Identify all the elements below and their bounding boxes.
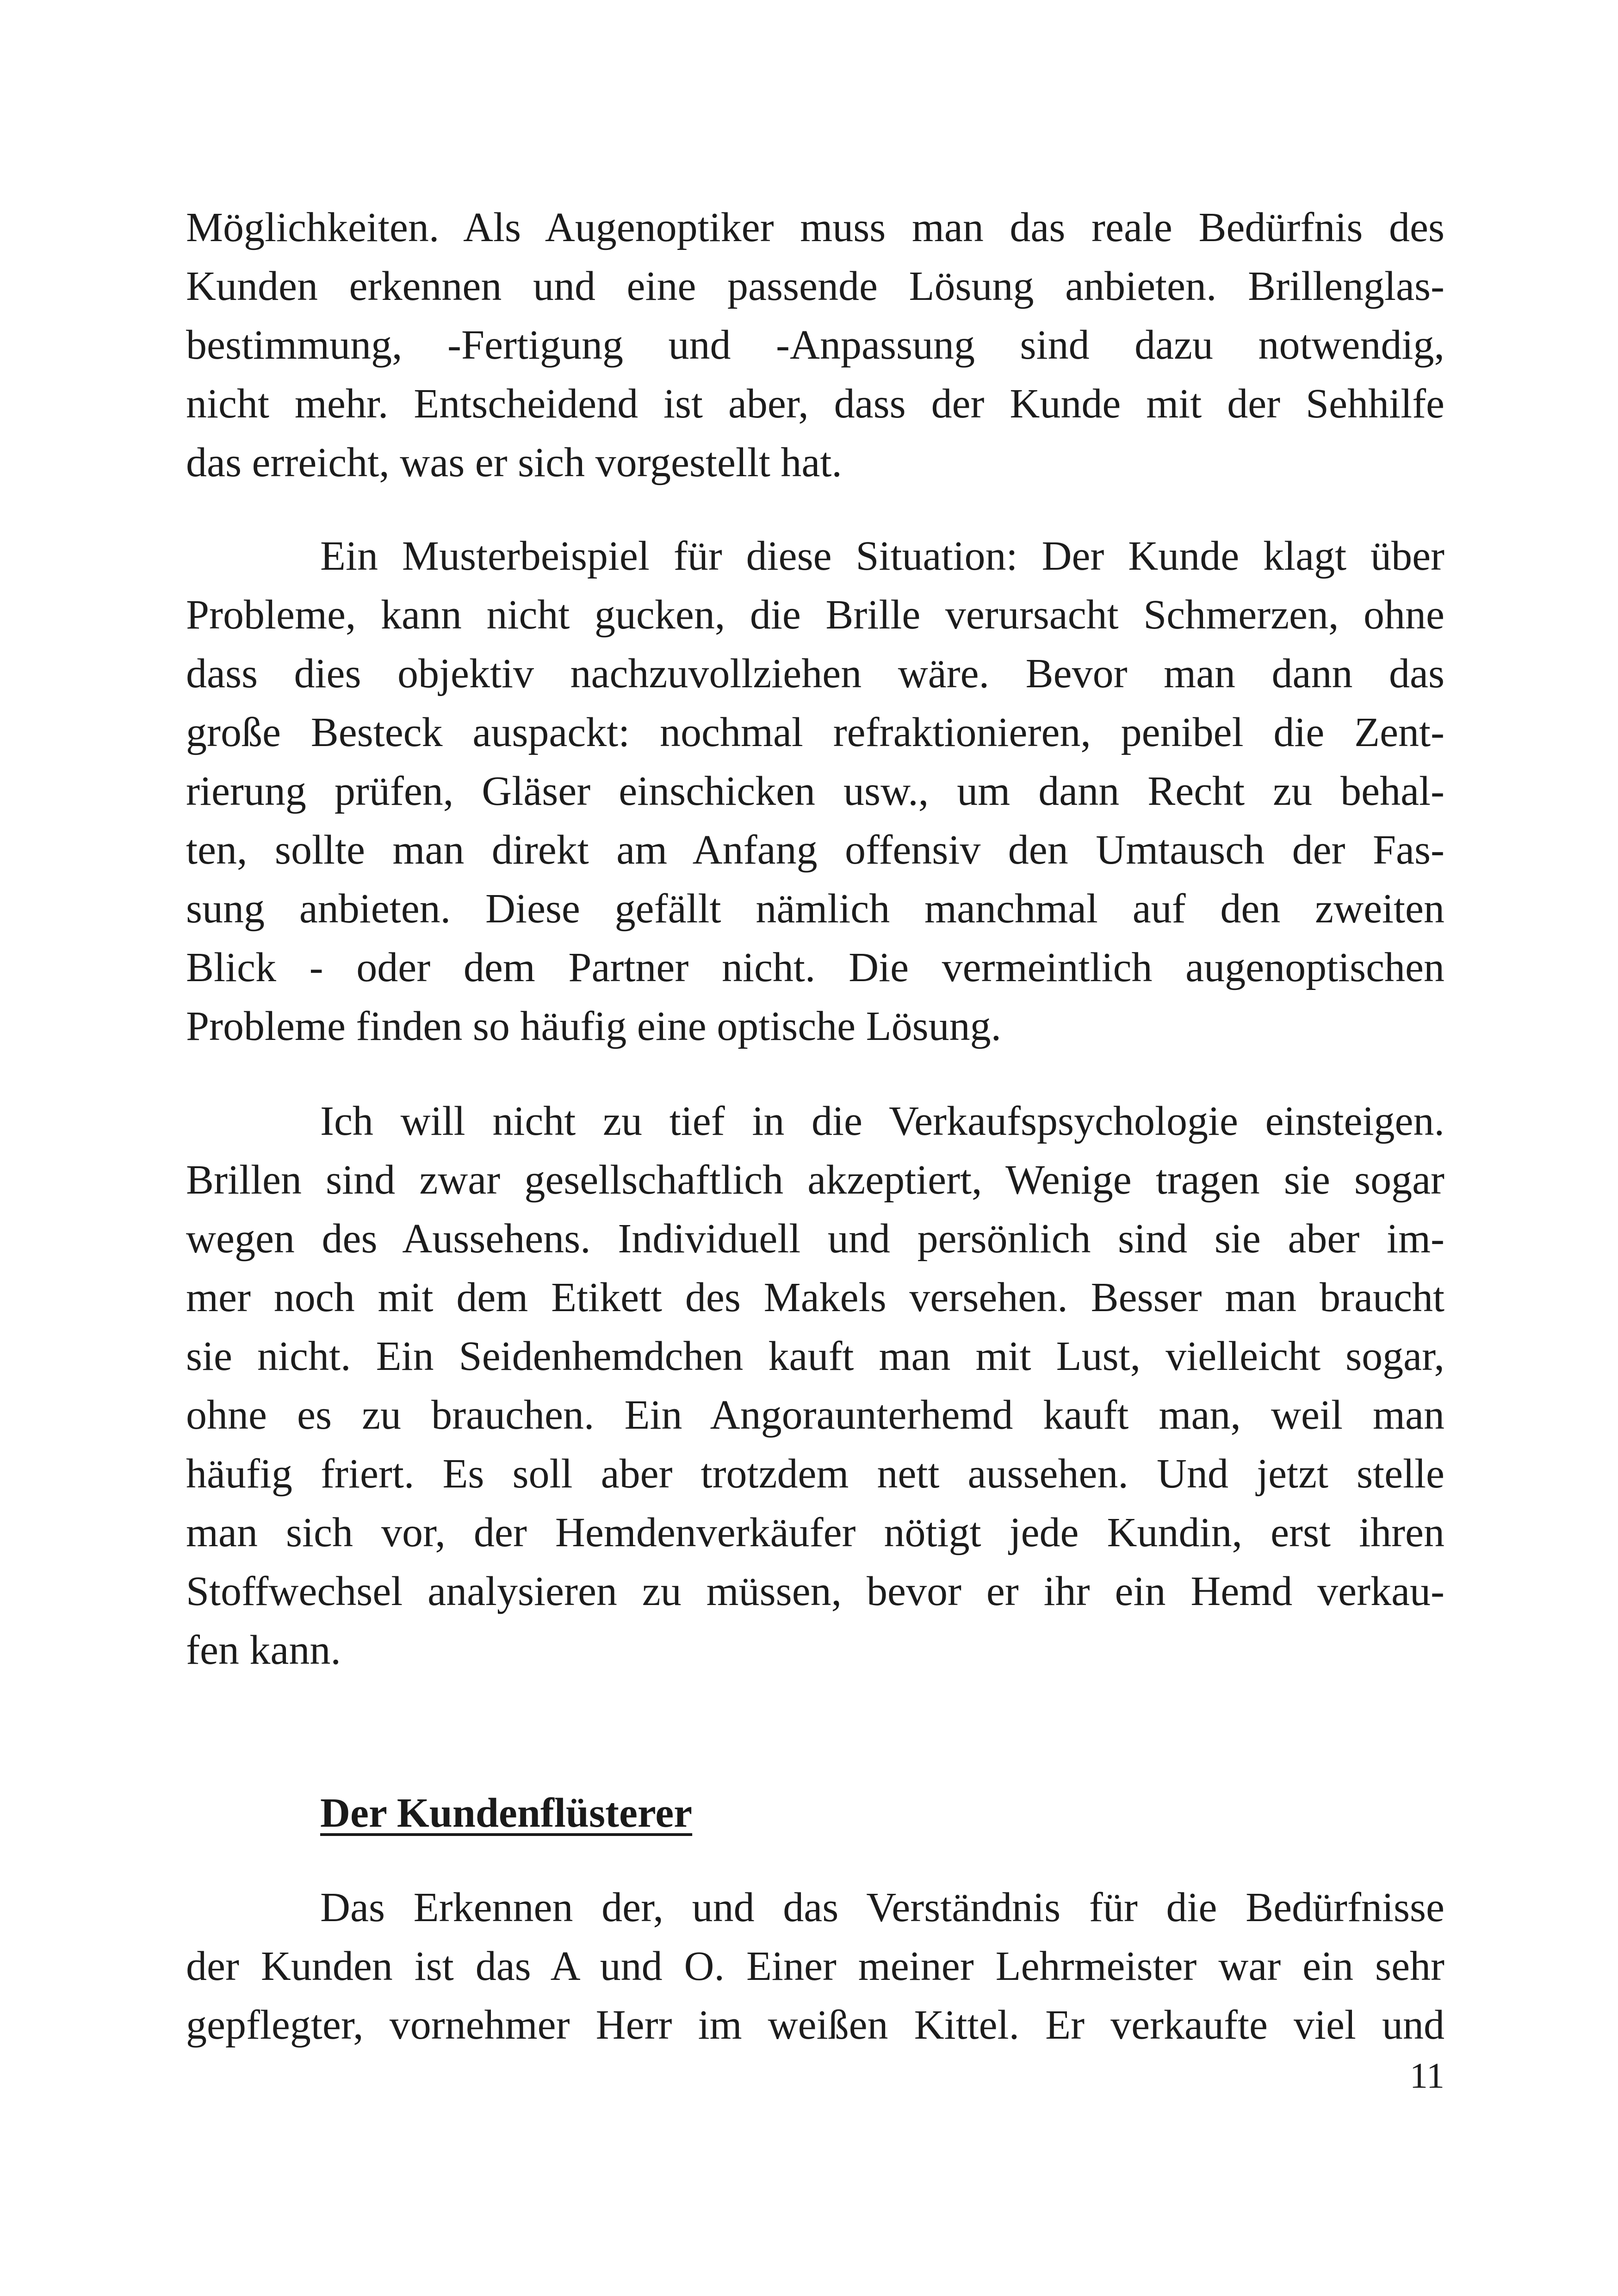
paragraph-line: Kunden erkennen und eine passende Lösung anbieten. Brillenglas-	[186, 263, 1444, 309]
paragraph-line: das erreicht, was er sich vorgestellt hat.	[186, 440, 842, 485]
paragraph-line: rierung prüfen, Gläser einschicken usw., um dann Recht zu behal-	[186, 768, 1444, 814]
paragraph-line: Probleme, kann nicht gucken, die Brille verursacht Schmerzen, ohne	[186, 592, 1444, 638]
paragraph-line: der Kunden ist das A und O. Einer meiner Lehrmeister war ein sehr	[186, 1943, 1444, 1989]
paragraph-line: sie nicht. Ein Seidenhemdchen kauft man mit Lust, vielleicht sogar,	[186, 1333, 1444, 1379]
paragraph-line: nicht mehr. Entscheidend ist aber, dass der Kunde mit der Sehhilfe	[186, 381, 1444, 427]
section-heading: Der Kundenflüsterer	[320, 1790, 693, 1836]
paragraph-line: Brillen sind zwar gesellschaftlich akzeptiert, Wenige tragen sie sogar	[186, 1157, 1444, 1203]
paragraph-line: Ein Musterbeispiel für diese Situation: Der Kunde klagt über	[320, 533, 1444, 579]
paragraph-line: man sich vor, der Hemdenverkäufer nötigt jede Kundin, erst ihren	[186, 1510, 1444, 1556]
paragraph-line: große Besteck auspackt: nochmal refraktionieren, penibel die Zent-	[186, 709, 1444, 755]
paragraph-line: Das Erkennen der, und das Verständnis für die Bedürfnisse	[320, 1885, 1444, 1930]
paragraph-line: bestimmung, -Fertigung und -Anpassung sind dazu notwendig,	[186, 322, 1444, 368]
paragraph-line: dass dies objektiv nachzuvollziehen wäre. Bevor man dann das	[186, 651, 1444, 697]
paragraph-line: ten, sollte man direkt am Anfang offensiv den Umtausch der Fas-	[186, 827, 1444, 873]
paragraph-line: mer noch mit dem Etikett des Makels versehen. Besser man braucht	[186, 1275, 1444, 1320]
paragraph-line: Möglichkeiten. Als Augenoptiker muss man das reale Bedürfnis des	[186, 205, 1444, 250]
paragraph-line: häufig friert. Es soll aber trotzdem nett aussehen. Und jetzt stelle	[186, 1451, 1444, 1497]
paragraph-line: fen kann.	[186, 1627, 341, 1673]
paragraph-line: Ich will nicht zu tief in die Verkaufspsychologie einsteigen.	[320, 1098, 1444, 1144]
paragraph-line: ohne es zu brauchen. Ein Angoraunterhemd kauft man, weil man	[186, 1392, 1444, 1438]
page-number: 11	[1409, 2055, 1444, 2096]
paragraph-line: Probleme finden so häufig eine optische Lösung.	[186, 1003, 1002, 1049]
paragraph-line: wegen des Aussehens. Individuell und persönlich sind sie aber im-	[186, 1216, 1444, 1262]
paragraph-line: gepflegter, vornehmer Herr im weißen Kittel. Er verkaufte viel und	[186, 2002, 1444, 2048]
paragraph-line: Blick - oder dem Partner nicht. Die vermeintlich augenoptischen	[186, 945, 1444, 990]
paragraph-line: Stoffwechsel analysieren zu müssen, bevor er ihr ein Hemd verkau-	[186, 1568, 1444, 1614]
paragraph-line: sung anbieten. Diese gefällt nämlich manchmal auf den zweiten	[186, 886, 1444, 932]
